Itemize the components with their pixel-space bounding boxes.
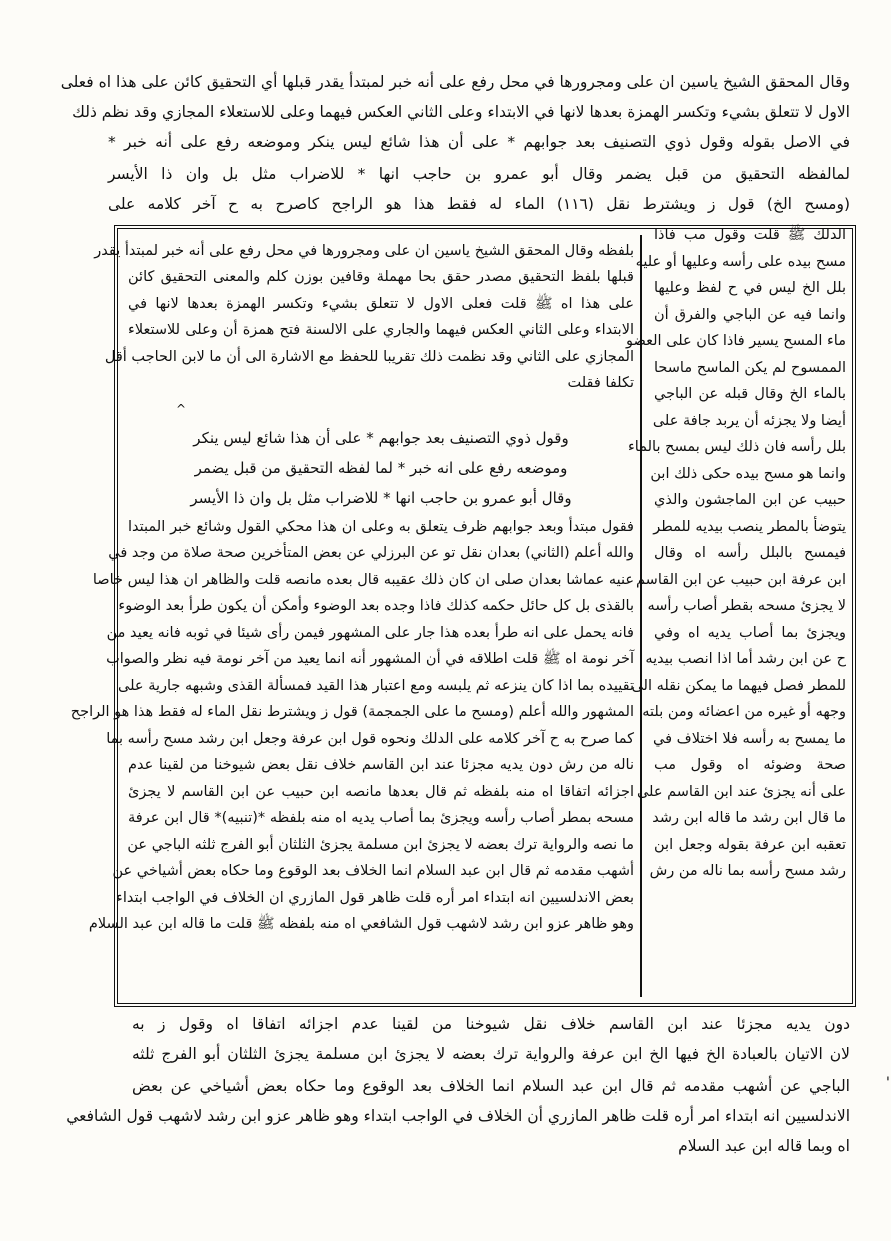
- side-line: الممسوح لم يكن الماسح ماسحا: [654, 360, 846, 376]
- side-line: مسح بيده على رأسه وعليها أو عليه: [635, 254, 846, 270]
- main-line: أشهب مقدمه ثم قال ابن عبد السلام انما الخلاف بعد الوقوع وما حكاه بعض أشياخي عن: [112, 863, 634, 879]
- side-line: وجهه أو غيره من اعضائه ومن بلته: [642, 704, 846, 720]
- side-line: لا يجزئ مسحه بقطر أصاب رأسه: [647, 598, 846, 614]
- main-line: عنيه عماشا بعدان صلى ان كان ذلك عقيبه قال بعده مانصه قلت والظاهر ان هذا ليس خاصا: [92, 572, 634, 588]
- top-line-4: لمالفظه التحقيق من قبل يضمر وقال أبو عمرو بن حاجب انها * للاضراب مثل بل وان ذا الأيسر: [108, 165, 850, 183]
- side-line: على أنه يجزئ عند ابن القاسم على: [636, 784, 846, 800]
- main-line: الابتداء وعلى الثاني العكس فيهما والجاري على الالسنة فتح همزة أن وعلى للاستعلاء: [128, 322, 634, 338]
- main-line: بالقذى بل كل حائل حكمه كذلك فاذا وجده بعد الوضوء وأمكن أن يكون طرأ بعد الوضوء: [118, 598, 634, 614]
- main-line: ما نصه والرواية ترك بعضه لا يجزئ ابن مسلمة يجزئ الثلثان أبو الفرج ثلثه الباجي عن: [127, 837, 634, 853]
- poem-line: وقال أبو عمرو بن حاجب انها * للاضراب مثل بل وان ذا الأيسر: [190, 489, 572, 507]
- bottom-line-4: الاندلسيين انه ابتداء امر أره قلت ظاهر المازري أن الخلاف في الواجب ابتداء وهو ظاهر عزو ابن رشد لاشهب قول الشافعي: [66, 1107, 850, 1125]
- main-line: فقول مبتدأ وبعد جوابهم ظرف يتعلق به وعلى ان هذا محكي القول وشائع خبر المبتدا: [128, 519, 634, 535]
- main-line: على هذا اه ﷺ قلت فعلى الاول لا تتعلق بشيء وتكسر الهمزة بعدها لانها في: [128, 296, 634, 312]
- bottom-line-3: الباجي عن أشهب مقدمه ثم قال ابن عبد السلام انما الخلاف بعد الوقوع وما حكاه بعض أشياخي عن بعض: [132, 1077, 850, 1095]
- side-line: ح عن ابن رشد أما اذا انصب بيديه: [645, 651, 846, 667]
- side-line: بلل الخ ليس في ح لفظ وعليها: [654, 280, 846, 296]
- side-line: يتوضأ بالمطر ينصب بيديه للمطر: [653, 519, 846, 535]
- main-line: فانه يحمل على انه طرأ بعده هذا جار على المشهور فيمن رأى شيئا في ثوبه فانه يعيد من: [106, 625, 634, 641]
- main-line: ناله من رش دون يديه مجزئا عند ابن القاسم خلاف نقل بعض شيوخنا من لقينا عدم: [128, 757, 634, 773]
- side-line: ما قال ابن رشد ما قاله ابن رشد: [652, 810, 846, 826]
- top-line-5: (ومسح الخ) قول ز ويشترط نقل (١١٦) الماء له فقط هذا هو الراجح كاصرح به ح آخر كلامه على: [108, 195, 850, 213]
- bottom-line-1: دون يديه مجزئا عند ابن القاسم خلاف نقل شيوخنا من لقينا عدم اجزائه اتفاقا اه وقول ز به: [132, 1015, 850, 1033]
- side-line: حبيب عن ابن الماجشون والذي: [654, 492, 846, 508]
- top-line-1: وقال المحقق الشيخ ياسين ان على ومجرورها في محل رفع على أنه خبر لمبتدأ يقدر قبلها أي التحقيق كائن على هذا اه فعلى: [60, 73, 850, 91]
- side-line: وانما فيه عن الباجي والفرق أن: [654, 307, 846, 323]
- main-line: والله أعلم (الثاني) بعدان نقل تو عن البرزلي عن بعض المتأخرين صحة صلاة من وجد في: [108, 545, 634, 561]
- main-line: تقييده بما اذا كان ينزعه ثم يلبسه ومع اعتبار هذا القيد فمسألة القذى وشبهه جارية على: [118, 678, 634, 694]
- side-line: ويجزئ بما أصاب يديه اه وفي: [654, 625, 846, 641]
- main-line: تكلفا فقلت: [567, 375, 634, 391]
- main-line: اجزائه اتفاقا اه منه بلفظه ثم قال بعدها مانصه ابن حبيب عن ابن القاسم لا يجزئ: [128, 784, 634, 800]
- poem-line: وقول ذوي التصنيف بعد جوابهم * على أن هذا شائع ليس ينكر: [193, 429, 569, 447]
- side-line: فيمسح بالبلل رأسه اه وقال: [654, 545, 846, 561]
- side-line: تعقبه ابن عرفة بقوله وجعل ابن: [654, 837, 846, 853]
- main-line: بلفظه وقال المحقق الشيخ ياسين ان على ومجرورها في محل رفع على أنه خبر لمبتدأ يقدر: [94, 243, 634, 259]
- main-line: وهو ظاهر عزو ابن رشد لاشهب قول الشافعي اه منه بلفظه ﷺ قلت ما قاله ابن عبد السلام: [88, 916, 634, 932]
- main-line: المجازي على الثاني وقد نظمت ذلك تقريبا للحفظ مع الاشارة الى أن ما لابن الحاجب أقل: [104, 349, 634, 365]
- side-line: ماء المسح يسير فاذا كان على العضو: [626, 333, 846, 349]
- bottom-line-2: لان الاتيان بالعبادة الخ فيها الخ ابن عرفة والرواية ترك بعضه لا يجزئ ابن مسلمة يجزئ الثلثان أبو الفرج ثلثه: [132, 1045, 850, 1063]
- main-line: كما صرح به ح آخر كلامه على الدلك ونحوه قول ابن عرفة وجعل ابن رشد مسح رأسه بما: [106, 731, 634, 747]
- bottom-line-5: اه وبما قاله ابن عبد السلام: [678, 1137, 850, 1155]
- side-line: ابن عرفة ابن حبيب عن ابن القاسم: [636, 572, 846, 588]
- main-line: بعض الاندلسيين انه ابتداء امر أره قلت ظاهر قول المازري ان الخلاف في الواجب ابتداء: [116, 890, 634, 906]
- main-line: آخر نومة اه ﷺ قلت اطلاقه في أن المشهور أنه انما يعيد من آخر نومة فيه نظر والصواب: [106, 651, 634, 667]
- bracket-mark: ^: [176, 402, 187, 416]
- poem-line: وموضعه رفع على انه خبر * لما لفظه التحقيق من قبل يضمر: [194, 459, 568, 477]
- top-line-2: الاول لا تتعلق بشيء وتكسر الهمزة بعدها لانها في الابتداء وعلى الثاني العكس فيهما وعلى للاستعلاء المجازي وقد نظم ذلك: [72, 103, 850, 121]
- side-line: بالماء الخ وقال قبله عن الباجي: [654, 386, 846, 402]
- side-line: صحة وضوئه اه وقول مب: [654, 757, 846, 773]
- top-line-3: في الاصل بقوله وقول ذوي التصنيف بعد جوابهم * على أن هذا شائع ليس ينكر وموضعه رفع على أنه خبر *: [108, 133, 850, 151]
- side-line: للمطر فصل فيهما ما يمكن نقله الى: [631, 678, 846, 694]
- margin-mark: ': [886, 1075, 890, 1091]
- main-line: المشهور والله أعلم (ومسح ما على الجمجمة) قول ز ويشترط نقل الماء له فقط هذا هو الراجح: [70, 704, 634, 720]
- main-line: مسحه بمطر أصاب رأسه ويجزئ بما أصاب يديه اه منه بلفظه *(تنبيه)* قال ابن عرفة: [128, 810, 634, 826]
- side-line: بلل رأسه فان ذلك ليس بمسح بالماء: [627, 439, 846, 455]
- side-line: رشد مسح رأسه بما ناله من رش: [649, 863, 846, 879]
- side-line: وانما هو مسح بيده حكى ذلك ابن: [650, 466, 846, 482]
- main-line: قبلها بلفظ التحقيق مصدر حقق بحا مهملة وقافين بوزن كلم والمعنى التحقيق كائن: [128, 269, 634, 285]
- side-line: الدلك ﷺ قلت وقول مب فاذا: [654, 227, 846, 243]
- side-line: أيضا ولا يجزئه أن يربد جافة على: [652, 413, 846, 429]
- side-line: ما يمسح به رأسه فلا اختلاف في: [653, 731, 846, 747]
